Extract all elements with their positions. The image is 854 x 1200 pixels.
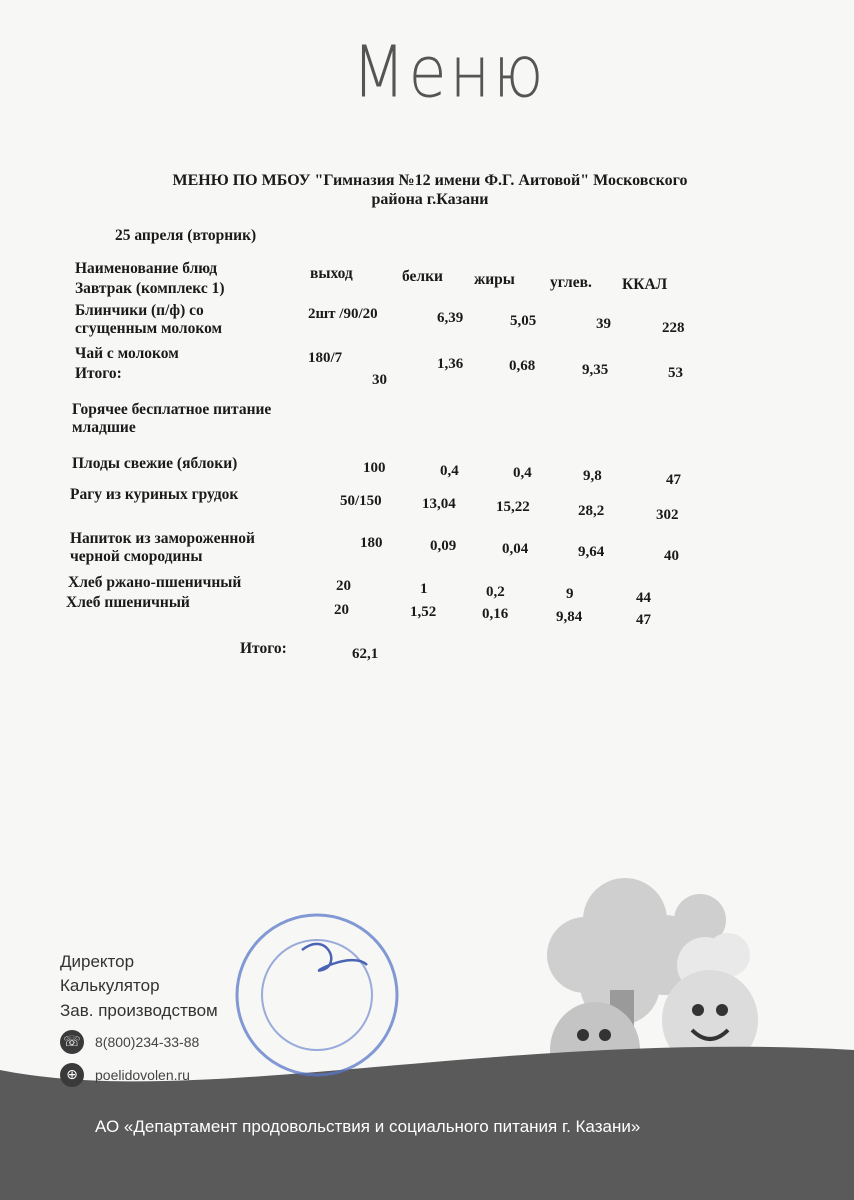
section-name: Горячее бесплатное питание [72, 401, 272, 418]
row-name: Блинчики (п/ф) со [75, 302, 204, 319]
grand-total-label: Итого: [240, 640, 287, 657]
handwritten-title: Меню [352, 30, 547, 114]
breakfast-label: Завтрак (комплекс 1) [75, 280, 225, 297]
row-kcal: 44 [636, 590, 651, 606]
column-header-kcal: ККАЛ [622, 276, 668, 293]
column-header-carbs: углев. [550, 274, 592, 291]
breakfast-total-label: Итого: [75, 365, 122, 382]
row-carbs: 9 [566, 586, 574, 602]
row-name: Чай с молоком [75, 345, 179, 362]
row-carbs: 39 [596, 316, 611, 332]
row-fat: 0,16 [482, 606, 509, 622]
row-fat: 0,04 [502, 541, 529, 557]
row-output: 2шт /90/20 [308, 306, 378, 322]
row-kcal: 302 [656, 507, 679, 523]
row-carbs: 9,84 [556, 609, 583, 625]
row-output: 20 [334, 602, 349, 618]
row-protein: 0,4 [440, 463, 459, 479]
breakfast-total-value: 30 [372, 372, 387, 388]
phone-number: 8(800)234-33-88 [95, 1034, 200, 1050]
row-fat: 0,68 [509, 358, 536, 374]
grand-total-value: 62,1 [352, 646, 379, 662]
row-carbs: 28,2 [578, 503, 605, 519]
row-output: 100 [363, 460, 386, 476]
row-fat: 0,2 [486, 584, 505, 600]
stamp-seal [232, 910, 402, 1080]
row-name: Хлеб ржано-пшеничный [68, 574, 242, 591]
column-header-name: Наименование блюд [75, 260, 218, 277]
row-protein: 0,09 [430, 538, 457, 554]
row-kcal: 40 [664, 548, 679, 564]
row-name-cont: сгущенным молоком [75, 320, 223, 337]
row-output: 180 [360, 535, 383, 551]
row-carbs: 9,64 [578, 544, 605, 560]
row-fat: 0,4 [513, 465, 532, 481]
phone-icon: ☏ [60, 1030, 84, 1054]
row-carbs: 9,35 [582, 362, 609, 378]
row-fat: 15,22 [496, 499, 530, 515]
row-output: 50/150 [340, 493, 382, 509]
calculator-label: Калькулятор [60, 976, 160, 995]
document-title-line2: района г.Казани [371, 191, 489, 208]
row-kcal: 47 [666, 472, 681, 488]
menu-date: 25 апреля (вторник) [115, 227, 257, 244]
director-label: Директор [60, 952, 135, 971]
row-name: Рагу из куриных грудок [70, 486, 239, 503]
row-protein: 1,36 [437, 356, 464, 372]
row-kcal: 47 [636, 612, 651, 628]
row-protein: 6,39 [437, 310, 464, 326]
row-name: Напиток из замороженной [70, 530, 255, 547]
document-title-line1: МЕНЮ ПО МБОУ "Гимназия №12 имени Ф.Г. Аитовой" Московского [172, 172, 688, 189]
row-protein: 13,04 [422, 496, 456, 512]
row-fat: 5,05 [510, 313, 537, 329]
website-link: poelidovolen.ru [95, 1067, 190, 1083]
column-header-fat: жиры [474, 271, 515, 288]
row-output: 20 [336, 578, 351, 594]
row-name: Плоды свежие (яблоки) [72, 455, 238, 472]
row-carbs: 9,8 [583, 468, 602, 484]
row-name: Хлеб пшеничный [66, 594, 190, 611]
column-header-output: выход [310, 265, 353, 282]
globe-icon: ⊕ [60, 1063, 84, 1087]
row-name-cont: черной смородины [70, 548, 203, 565]
footer-illustration [0, 860, 854, 1200]
row-kcal: 53 [668, 365, 683, 381]
company-name: АО «Департамент продовольствия и социального питания г. Казани» [95, 1117, 641, 1136]
column-header-protein: белки [402, 268, 443, 285]
row-kcal: 228 [662, 320, 685, 336]
row-protein: 1,52 [410, 604, 437, 620]
row-protein: 1 [420, 581, 428, 597]
section-name-cont: младшие [72, 419, 136, 436]
row-output: 180/7 [308, 350, 343, 366]
production-label: Зав. производством [60, 1001, 218, 1020]
